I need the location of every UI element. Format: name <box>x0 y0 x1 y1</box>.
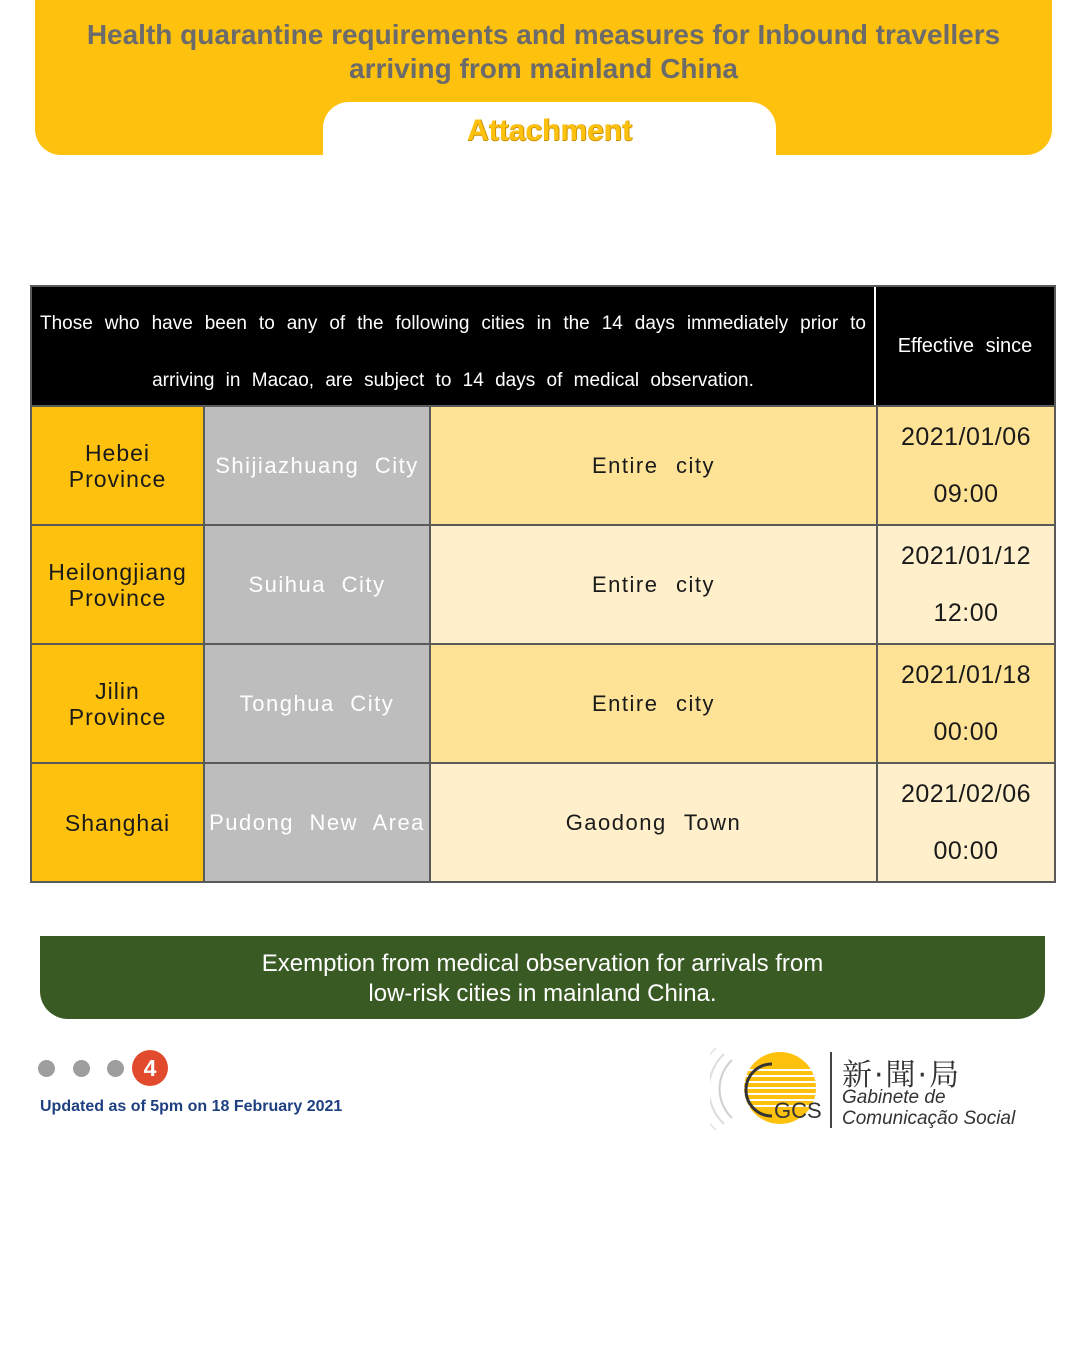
area-cell: Entire city <box>431 407 878 524</box>
city-cell: Tonghua City <box>205 645 431 762</box>
table-header <box>32 287 1054 405</box>
header-description: Those who have been to any of the following cities in the 14 days immediately prior to arriving in Macao, are subject to 14 days of medical observation. <box>32 287 876 405</box>
table-row <box>32 643 1054 762</box>
province-cell <box>32 764 205 881</box>
exemption-line-2: low-risk cities in mainland China. <box>368 980 717 1007</box>
effective-cell <box>878 407 1054 524</box>
province-name: Jilin <box>95 677 140 704</box>
logo-pt-line-2: Comunicação Social <box>842 1108 1016 1129</box>
province-name: Shanghai <box>64 809 171 836</box>
pager-dot-3[interactable] <box>107 1060 124 1077</box>
attachment-tab <box>323 102 776 158</box>
pager-current-page[interactable]: 4 <box>132 1050 168 1086</box>
effective-cell <box>878 645 1054 762</box>
province-suffix: Province <box>68 465 167 492</box>
city-cell: Shijiazhuang City <box>205 407 431 524</box>
header-effective-since: Effective since <box>897 334 1033 357</box>
city-cell: Suihua City <box>205 526 431 643</box>
effective-date: 2021/01/18 <box>900 660 1032 689</box>
table-row <box>32 762 1054 881</box>
city-cell: Pudong New Area <box>205 764 431 881</box>
pager-dot-1[interactable] <box>38 1060 55 1077</box>
province-cell <box>32 407 205 524</box>
exemption-line-1: Exemption from medical observation for arrivals from <box>261 950 824 977</box>
province-cell <box>32 645 205 762</box>
province-name: Hebei <box>84 439 151 466</box>
updated-timestamp: Updated as of 5pm on 18 February 2021 <box>40 1098 343 1115</box>
effective-cell <box>878 764 1054 881</box>
effective-time: 00:00 <box>933 717 999 746</box>
logo-portuguese-name <box>842 1087 1015 1129</box>
quarantine-table <box>30 285 1056 883</box>
logo-mark-text: GCS <box>774 1098 822 1123</box>
effective-date: 2021/02/06 <box>900 779 1032 808</box>
effective-cell <box>878 526 1054 643</box>
province-cell <box>32 526 205 643</box>
title-line-1: Health quarantine requirements and measures for Inbound travellers <box>86 19 1001 50</box>
table-row <box>32 405 1054 524</box>
title-line-2: arriving from mainland China <box>349 53 738 84</box>
gcs-logo <box>710 1042 1050 1134</box>
effective-time: 09:00 <box>933 479 999 508</box>
province-suffix: Province <box>68 703 167 730</box>
area-cell: Entire city <box>431 645 878 762</box>
effective-time: 00:00 <box>933 836 999 865</box>
gcs-emblem-icon <box>710 1042 828 1134</box>
table-row <box>32 524 1054 643</box>
attachment-label: Attachment <box>466 114 632 147</box>
province-suffix: Province <box>68 584 167 611</box>
logo-pt-line-1: Gabinete de <box>842 1087 946 1108</box>
logo-chinese-name: 新·聞·局 <box>842 1058 962 1093</box>
exemption-banner[interactable] <box>40 936 1045 1019</box>
pager-dot-2[interactable] <box>73 1060 90 1077</box>
page-title <box>35 18 1052 86</box>
effective-date: 2021/01/06 <box>900 422 1032 451</box>
logo-divider <box>830 1052 832 1128</box>
area-cell: Entire city <box>431 526 878 643</box>
area-cell: Gaodong Town <box>431 764 878 881</box>
effective-time: 12:00 <box>933 598 999 627</box>
province-name: Heilongjiang <box>48 558 187 585</box>
effective-date: 2021/01/12 <box>900 541 1032 570</box>
